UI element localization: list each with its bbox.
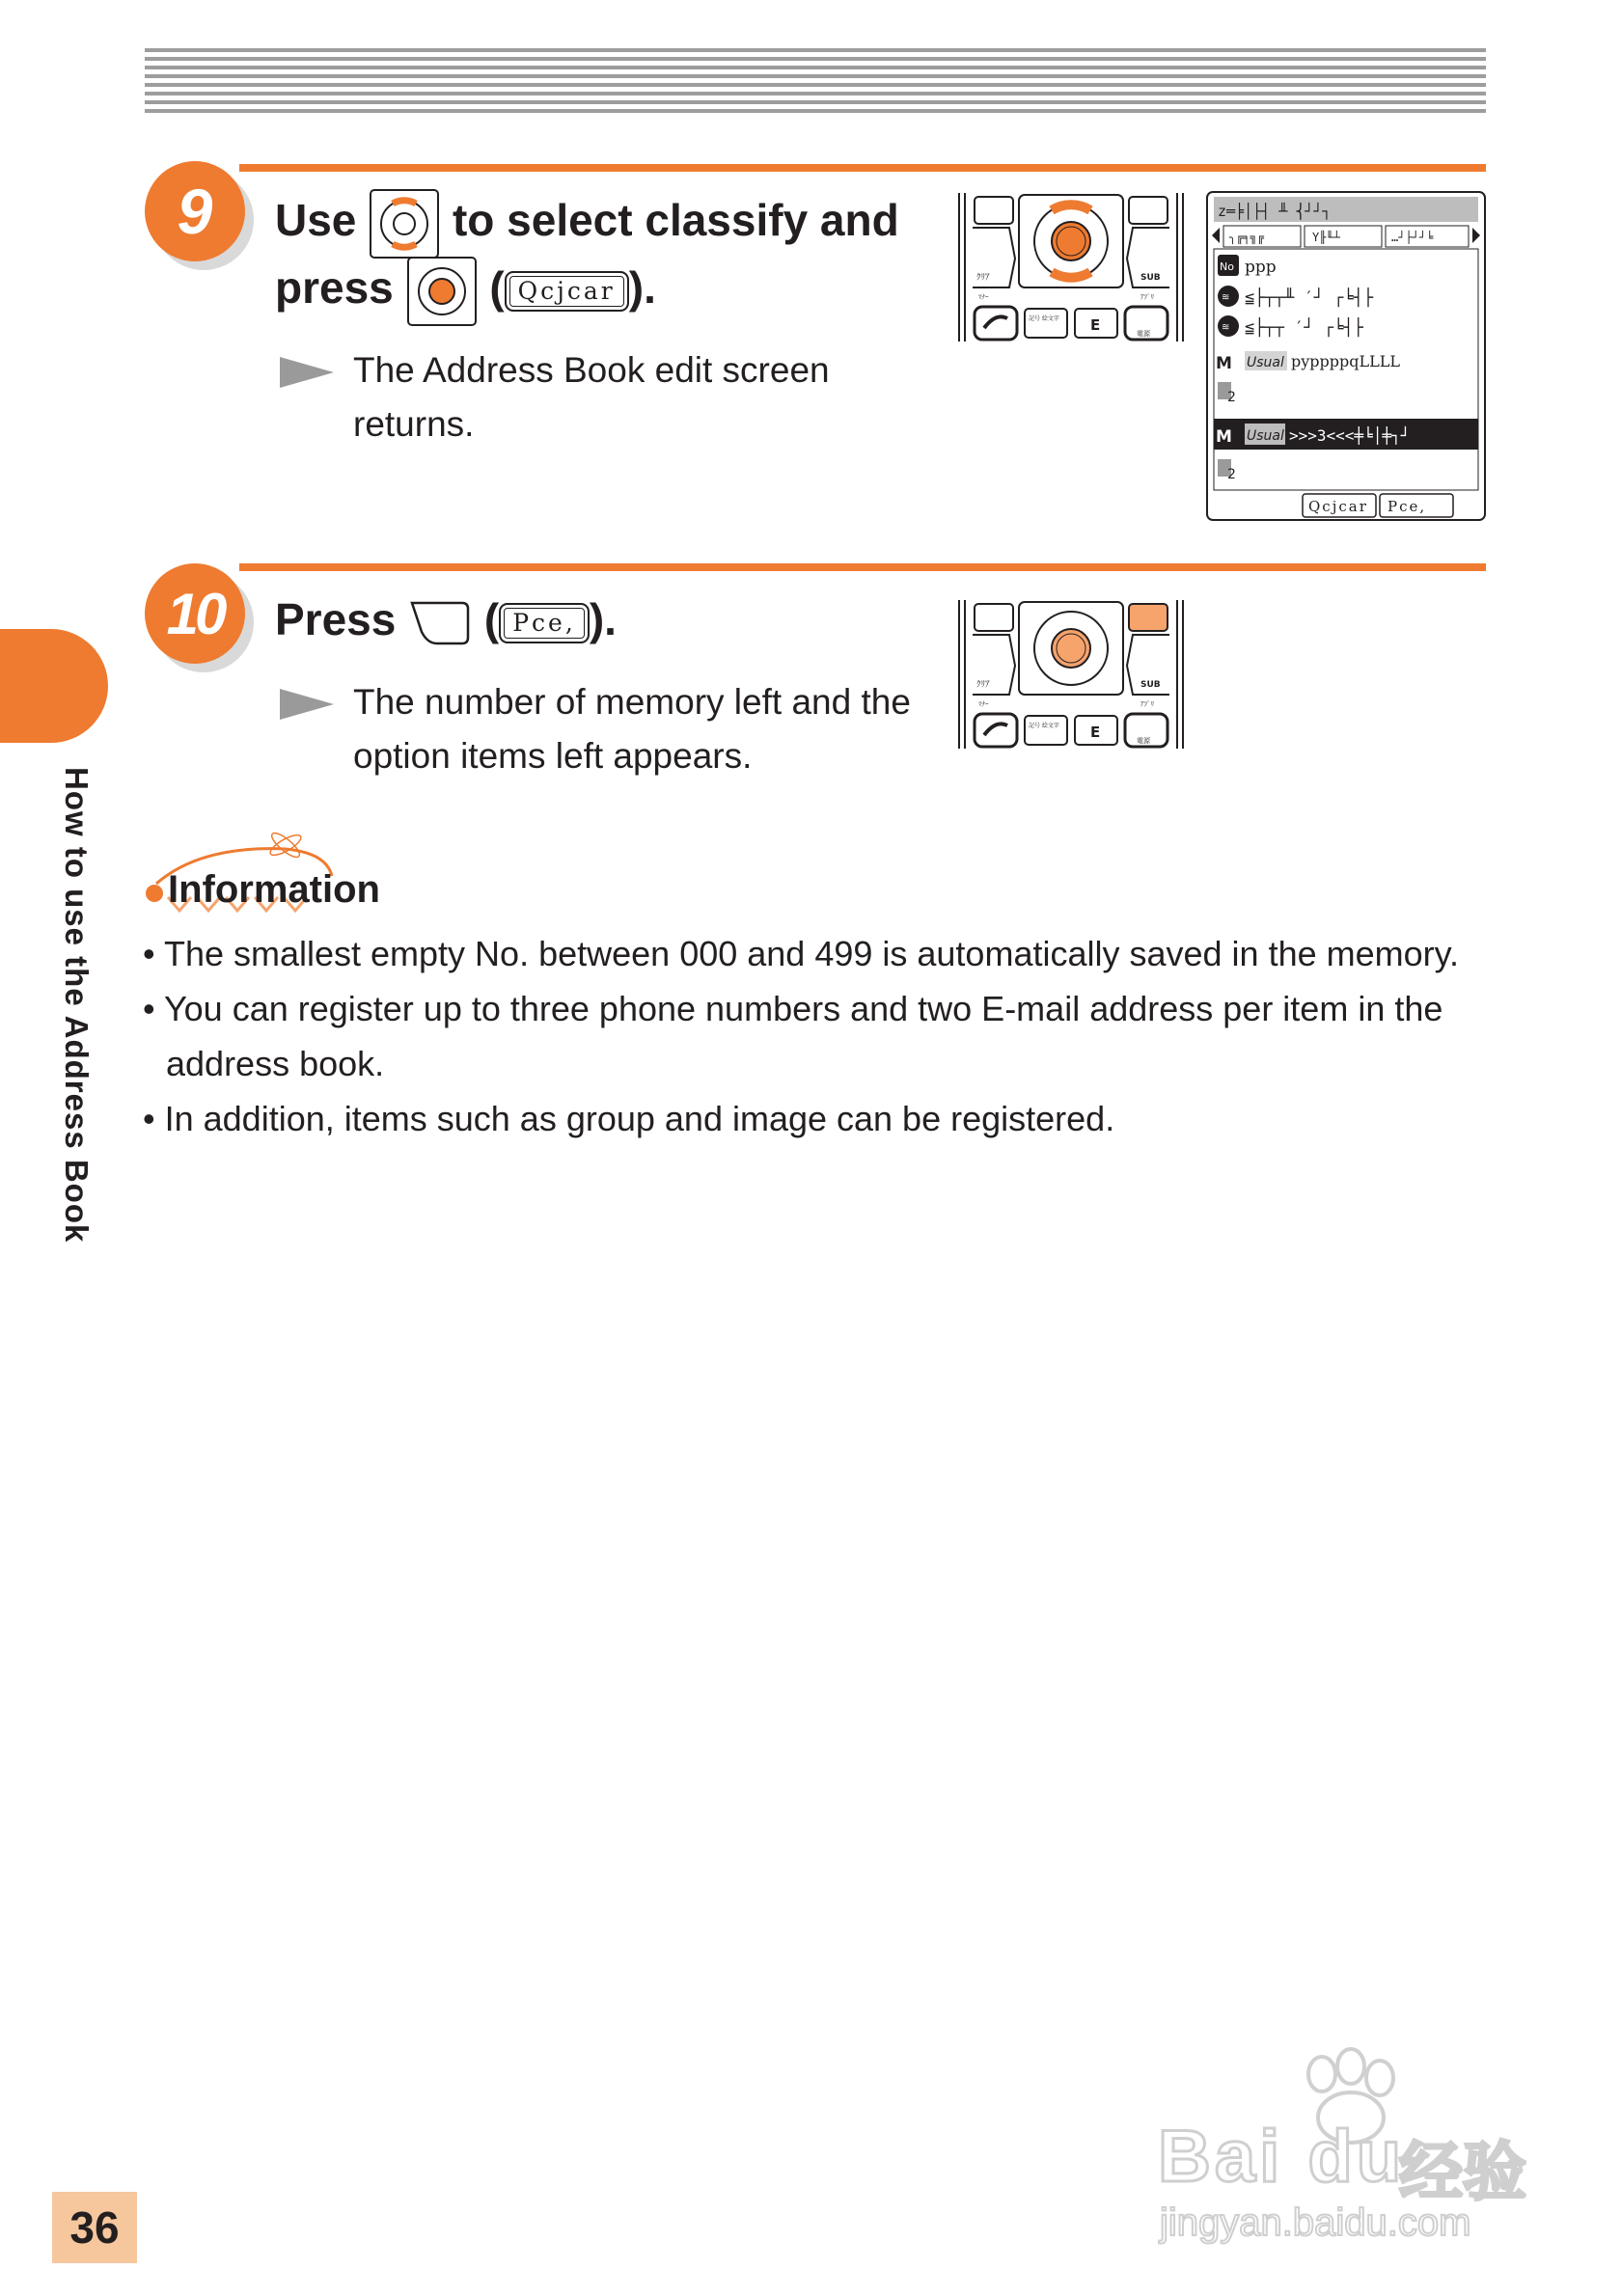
manner-label: ﾏﾅｰ <box>978 293 989 301</box>
info-bullet-3: • In addition, items such as group and image can be registered. <box>143 1099 1115 1138</box>
row3-icon: ≋ <box>1222 322 1230 333</box>
sub-label: SUB <box>1140 273 1161 283</box>
step-10-rule <box>239 563 1486 571</box>
row2-text: ≦├┬┬╨ ′┘ ┌╘┤├ <box>1245 288 1374 308</box>
sub-label-2: SUB <box>1140 680 1161 690</box>
softkey-label-ok: Pce, <box>499 603 590 643</box>
mail-label-2: 記号 絵文字 <box>1029 723 1059 729</box>
row7-icon: 2 <box>1227 467 1236 482</box>
power-label-2: 電源 <box>1137 737 1150 745</box>
watermark-url: jingyan.baidu.com <box>1160 2201 1471 2244</box>
center-key-icon <box>406 256 478 327</box>
e-key-label-2: E <box>1090 724 1101 741</box>
watermark-cn: 经验 <box>1399 2136 1526 2207</box>
paren-close: ). <box>628 262 656 313</box>
clear-label: ｸﾘｱ <box>976 273 990 283</box>
appli-label: ｱﾌﾟﾘ <box>1140 293 1154 301</box>
baidu-watermark <box>1148 2045 1553 2257</box>
step-9-badge <box>145 161 245 261</box>
page-number <box>52 2192 137 2263</box>
step-9-title-line1 <box>275 185 899 260</box>
information-list <box>143 926 1484 1146</box>
step-9-rule <box>239 164 1486 172</box>
step-10-title <box>275 585 617 654</box>
right-softkey-icon <box>408 599 472 647</box>
step-10-paren-open: ( <box>483 594 500 644</box>
row5-icon: 2 <box>1227 390 1236 405</box>
information-title: Information <box>168 868 380 911</box>
result-arrow-icon <box>280 357 334 388</box>
side-chapter-label <box>48 767 95 1269</box>
screen-header-text: z═╞│├┤ ╨ ⎨┘┘┐ <box>1218 203 1332 220</box>
softkey-label-save: Qcjcar <box>505 271 629 312</box>
keypad-illustration-step10 <box>955 598 1187 752</box>
info-bullet-2: • You can register up to three phone numbers and two E-mail address per item in the address book. <box>143 989 1443 1083</box>
chapter-tab <box>0 629 108 743</box>
step-10-paren-close: ). <box>589 594 617 644</box>
step-10-press-text: Press <box>275 594 397 644</box>
row6-text: >>>3<<<╪╘│╪┐┘ <box>1289 426 1411 445</box>
mail-label: 記号 絵文字 <box>1029 315 1059 322</box>
header-stripes <box>145 48 1486 118</box>
step-9-press-text: press <box>275 262 394 313</box>
step-10-result: The number of memory left and the option items left appears. <box>353 682 911 776</box>
step-9-select-text: to select classify and <box>452 195 899 245</box>
page-number-text: 36 <box>69 2202 120 2253</box>
screen-softkey-left[interactable]: Qcjcar <box>1308 498 1368 515</box>
row6-tag: Usual <box>1247 428 1284 444</box>
screen-softkey-right[interactable]: Pce, <box>1387 498 1427 515</box>
phone-screen-step9 <box>1206 191 1486 521</box>
paren-open: ( <box>489 262 505 313</box>
e-key-label: E <box>1090 316 1101 334</box>
watermark-brand: Bai du <box>1158 2116 1406 2198</box>
step-9-result: The Address Book edit screen returns. <box>353 350 830 444</box>
power-label: 電源 <box>1137 330 1150 338</box>
row4-icon: M <box>1216 354 1232 373</box>
screen-tab-2[interactable]: Y╟╙┴ <box>1312 231 1340 244</box>
info-bullet-1: • The smallest empty No. between 000 and 499 is automatically saved in the memory. <box>143 934 1459 973</box>
keypad-illustration-step9 <box>955 191 1187 345</box>
screen-tab-1[interactable]: ╮╔╕╗╔ <box>1229 231 1265 244</box>
side-chapter-label-text: How to use the Address Book <box>59 767 95 1244</box>
row3-text: ≦├┬┬ ′┘ ┌╘┤├ <box>1245 318 1363 338</box>
row6-icon: M <box>1216 427 1232 447</box>
step-9-use-text: Use <box>275 195 357 245</box>
step-9-title-line2 <box>275 253 656 327</box>
clear-label-2: ｸﾘｱ <box>976 680 990 690</box>
row2-icon: ≋ <box>1222 292 1230 303</box>
row4-text: pyppppqLLLL <box>1291 352 1400 370</box>
step-10-number: 10 <box>166 581 224 646</box>
step-9-number: 9 <box>177 176 213 247</box>
step-10-badge <box>145 563 245 664</box>
appli-label-2: ｱﾌﾟﾘ <box>1140 700 1154 708</box>
row1-text: ppp <box>1245 258 1277 277</box>
result-arrow-icon-2 <box>280 689 334 720</box>
manner-label-2: ﾏﾅｰ <box>978 700 989 708</box>
nav-key-updown-icon <box>369 188 440 260</box>
row4-tag: Usual <box>1247 355 1284 370</box>
row1-icon: No <box>1220 260 1234 273</box>
screen-tab-3[interactable]: …┘├┘┘╘ <box>1391 231 1434 244</box>
